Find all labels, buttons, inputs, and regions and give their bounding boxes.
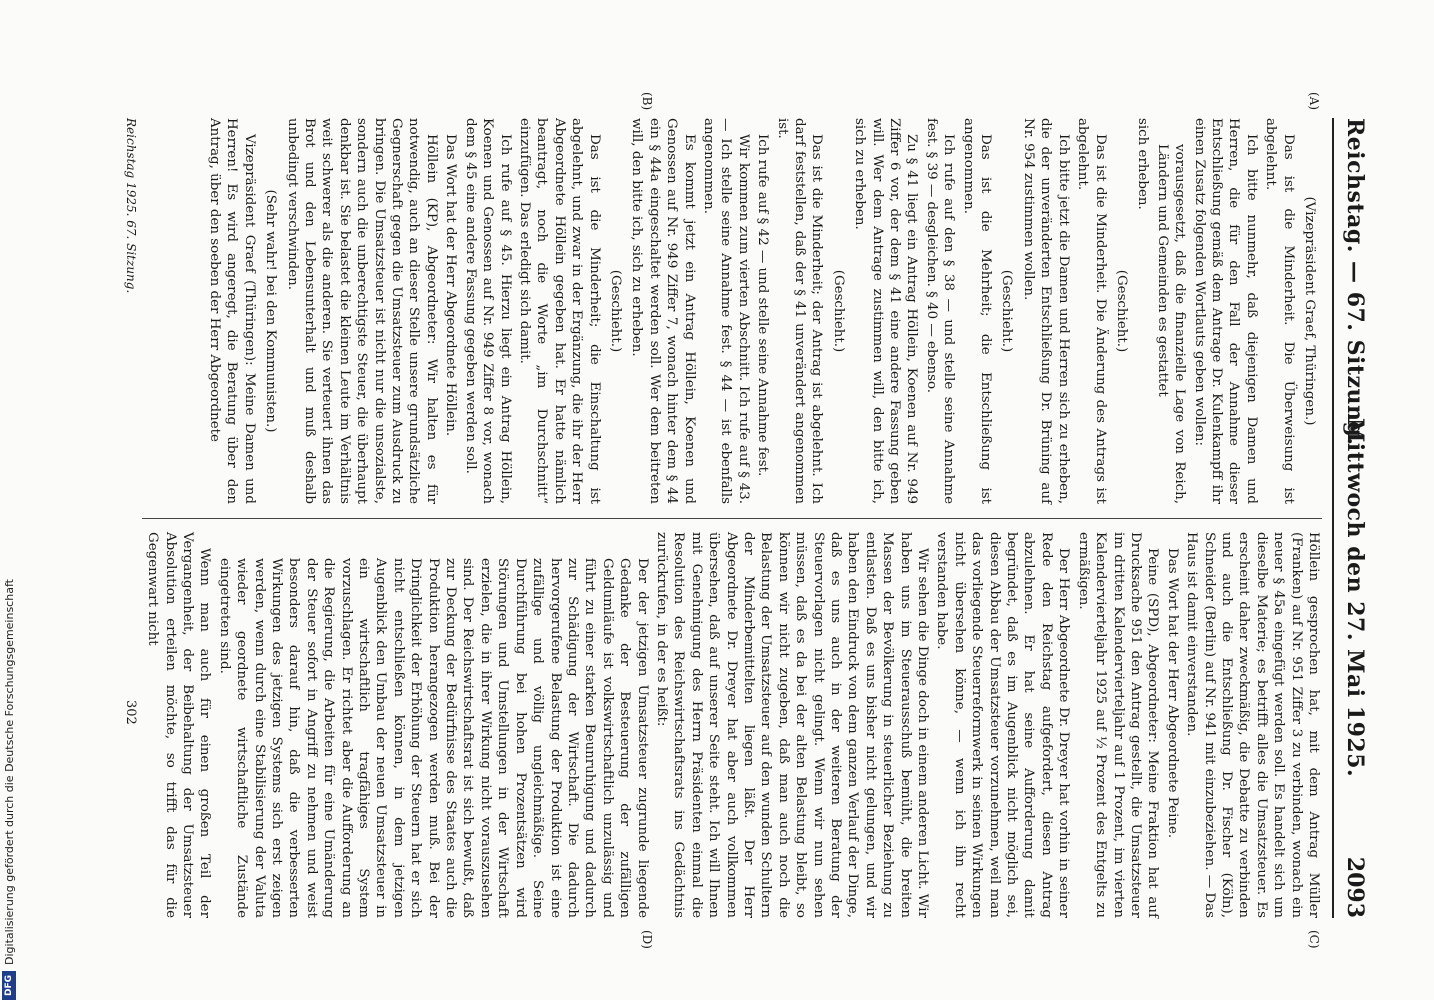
stage-direction: (Geschieht.): [830, 269, 846, 353]
stage-direction: (Geschieht.): [999, 269, 1015, 353]
margin-mark-a: (A): [1307, 92, 1321, 111]
margin-mark-b: (B): [640, 92, 654, 111]
speech-paragraph: Vizepräsident Graef (Thüringen): Meine Damen und Herren! Es wird angeregt, die Beratung über den Antrag, über den soeben der Herr Abgeordnete: [207, 118, 257, 504]
paragraph: (Vizepräsident Graef, Thüringen.): [1302, 196, 1317, 426]
paragraph: Das ist die Minderheit. Die Überweisung ist abgelehnt.: [1263, 118, 1296, 504]
paragraph: Es kommt jetzt ein Antrag Höllein, Koenen und Genossen auf Nr. 949 Ziffer 7, wonach hinter dem § 44 ein § 44a eingeschaltet werden soll. Wer dem beitreten will, den bitte ich, sich zu erheben.: [629, 118, 697, 504]
quoted-text: Der der jetzigen Umsatzsteuer zugrunde liegende Gedanke der Besteuerung der zufälligen Geldumläufe ist volkswirtschaftlich unzulässig und führt zu einer starken Beunruhigung und dadurch zur Schädigung der Wirtschaft. Die dadurch hervorgerufene Belastung der Produktion ist eine zufällige und völlig ungleichmäßige. Seine Durchführung bei hohen Prozentsätzen wird Störungen und Umstellungen in der Wirtschaft erzielen, die in ihrer Wirkung nicht vorauszusehen sind. Der Reichswirtschaftsrat ist sich bewußt, daß zur Deckung der Bedürfnisse des Staates auch die Produktion herangezogen werden muß. Bei der Dringlichkeit der Erhöhung der Steuern hat er sich nicht entschließen können, in dem jetzigen Augenblick den Umbau der neuen Umsatzsteuer in ein wirtschaftlich tragfähiges System vorzuschlagen. Er richtet aber die Aufforderung an die Regierung, die Arbeiten für eine Umänderung der Steuer sofort in Angriff zu nehmen und weist besonders darauf hin, daß die verbesserten Wirkungen des jetzigen Systems sich erst zeigen werden, wenn durch eine Stabilisierung der Valuta wieder geordnete wirtschaftliche Zustände eingetreten sind.: [216, 558, 650, 918]
dfg-logo: DFG: [2, 971, 16, 1000]
quoted-text: vorausgesetzt, daß die finanzielle Lage von Reich, Ländern und Gemeinden es gestattet: [1154, 144, 1188, 504]
stage-direction: (Sehr wahr! bei den Kommunisten.): [263, 189, 279, 433]
paragraph: Der Herr Abgeordnete Dr. Dreyer hat vorhin in seiner Rede den Reichstag aufgefordert, diesen Antrag abzulehnen. Er hat seine Aufforderung damit begründet, daß es im Augenblick nicht möglich sei, diesen Abbau der Umsatzsteuer vorzunehmen, weil man das vorliegende Steuerreformwerk in seinen Wirkungen nicht übersehen könne, — wenn ich ihn recht verstanden habe.: [934, 532, 1072, 918]
paragraph: Das ist die Minderheit; die Einschaltung ist abgelehnt, und zwar in der Ergänzung, die ihr der Herr Abgeordnete Höllein gegeben hat. Er hatte nämlich beantragt, noch die Worte „im Durchschnitt“ einzufügen. Das erledigt sich damit.: [516, 118, 602, 504]
margin-mark-d: (D): [640, 930, 654, 949]
paragraph: Ich bitte jetzt die Damen und Herren sich zu erheben, die der unveränderten Entschließung Dr. Brüning auf Nr. 954 zustimmen wollen.: [1020, 118, 1071, 504]
digitization-note-text: Digitalisierung gefördert durch die Deutsche Forschungsgemeinschaft: [2, 579, 16, 965]
paragraph: Das ist die Mehrheit; die Entschließung ist angenommen.: [960, 118, 994, 504]
paragraph: Das ist die Minderheit. Die Änderung des Antrags ist abgelehnt.: [1075, 118, 1108, 504]
paragraph: Das Wort hat der Herr Abgeordnete Höllein.: [443, 134, 459, 437]
stage-direction: (Geschieht.): [607, 269, 623, 353]
digitization-note: [0, 0, 18, 1000]
paragraph: Zu § 41 liegt ein Antrag Höllein, Koenen auf Nr. 949 Ziffer 6 vor, der dem § 41 eine andere Fassung geben will. Wer dem Antrage zustimmen will, den bitte ich, sich zu erheben.: [852, 118, 920, 504]
paragraph: Höllein gesprochen hat, mit dem Antrag Müller (Franken) auf Nr. 951 Ziffer 3 zu verbinden, wonach ein neuer § 45a eingefügt werden soll. Es handelt sich um dieselbe Materie; es betrifft alles die Umsatzsteuer. Es erscheint daher zweckmäßig, die Debatte zu verbinden und auch die Entschließung Dr. Fischer (Köln), Schneider (Berlin) auf Nr. 941 mit einzubeziehen. — Das Haus ist damit einverstanden.: [1184, 532, 1321, 918]
paragraph: Wir sehen die Dinge doch in einem anderen Licht. Wir haben uns im Steuerausschuß bemüht, die breiten Massen der Bevölkerung in steuerlicher Beziehung zu entlasten. Daß es uns bisher nicht gelungen, und wir haben den Eindruck von dem ganzen Verlauf der Dinge, daß es uns auch in der weiteren Beratung der Steuervorlagen nicht gelingt. Wenn wir nun sehen müssen, daß es da bei der alten Belastung bleibt, so können wir nicht zugeben, daß man auch noch die Belastung der Umsatzsteuer auf den wunden Schultern der Minderbemittelten liegen läßt. Der Herr Abgeordnete Dr. Dreyer hat aber auch vollkommen übersehen, daß auf unserer Seite steht. Ich will Ihnen mit Genehmigung des Herrn Präsidenten einmal die Resolution des Reichswirtschaftsrats ins Gedächtnis zurückrufen, in der es heißt:: [653, 532, 931, 918]
paragraph: Ich bitte nunmehr, daß diejenigen Damen und Herren, die für den Fall der Annahme dieser Entschließung gemäß dem Antrage Dr. Kulenkampff ihr einen Zusatz folgenden Wortlauts geben wollen:: [1191, 118, 1259, 504]
paragraph: Ich rufe auf § 45. Hierzu liegt ein Antrag Höllein, Koenen und Genossen auf Nr. 949 Ziffer 8 vor, wonach dem § 45 eine andere Fassung gegeben werden soll.: [462, 118, 513, 504]
text-column-left: [204, 118, 1322, 504]
paragraph: Ich rufe auf § 42 — und stelle seine Annahme fest.: [755, 134, 771, 477]
paragraph: Das Wort hat der Herr Abgeordnete Peine.: [1164, 548, 1180, 839]
paragraph: Das ist die Minderheit; der Antrag ist abgelehnt. Ich darf feststellen, daß der § 41 unverändert angenommen ist.: [774, 118, 825, 504]
speech-paragraph: Höllein (KP), Abgeordneter: Wir halten es für notwendig, auch an dieser Stelle unsere grundsätzliche Gegnerschaft gegen die Umsatzsteuer zum Ausdruck zu bringen. Die Umsatzsteuer ist nicht nur die unsozialste, sondern auch die unberechtigste Steuer, die überhaupt denkbar ist. Sie belastet die kleinen Leute im Verhältnis weit schwerer als die anderen. Sie verteuert ihnen das Brot und den Lebensunterhalt und muß deshalb unbedingt verschwinden.: [284, 118, 439, 504]
page-header: [1332, 118, 1374, 918]
paragraph: Ich rufe auf den § 38 — und stelle seine Annahme fest. § 39 — desgleichen. § 40 — ebenso.: [923, 118, 957, 504]
header-page-number: 2093: [1342, 856, 1368, 918]
footer-page-number: 302: [123, 700, 138, 725]
speech-paragraph: Peine (SPD), Abgeordneter: Meine Fraktion hat auf Drucksache 951 den Antrag gestellt, die Umsatzsteuer im dritten Kalendervierteljahr auf 1 Prozent, im vierten Kalendervierteljahr 1925 auf ½ Prozent des Entgelts zu ermäßigen.: [1075, 532, 1161, 918]
paragraph: Wenn man auch für einen großen Teil der Vergangenheit, der Beibehaltung der Umsatzsteuer Absolution erteilen möchte, so trifft das für die Gegenwart nicht: [145, 532, 213, 918]
header-title: Reichstag. — 67. Sitzung.: [1342, 118, 1368, 446]
column-divider: [142, 518, 1322, 519]
paragraph: sich erheben.: [1135, 118, 1151, 210]
stage-direction: (Geschieht.): [1113, 269, 1129, 353]
footer-session-label: Reichstag 1925. 67. Sitzung.: [124, 118, 138, 294]
paragraph: Wir kommen zum vierten Abschnitt. Ich rufe auf § 43. — Ich stelle seine Annahme fest. § 44 — ist ebenfalls angenommen.: [701, 118, 751, 504]
margin-mark-c: (C): [1307, 930, 1321, 949]
header-date: Mittwoch den 27. Mai 1925.: [1342, 418, 1368, 778]
text-column-right: [142, 532, 1322, 918]
